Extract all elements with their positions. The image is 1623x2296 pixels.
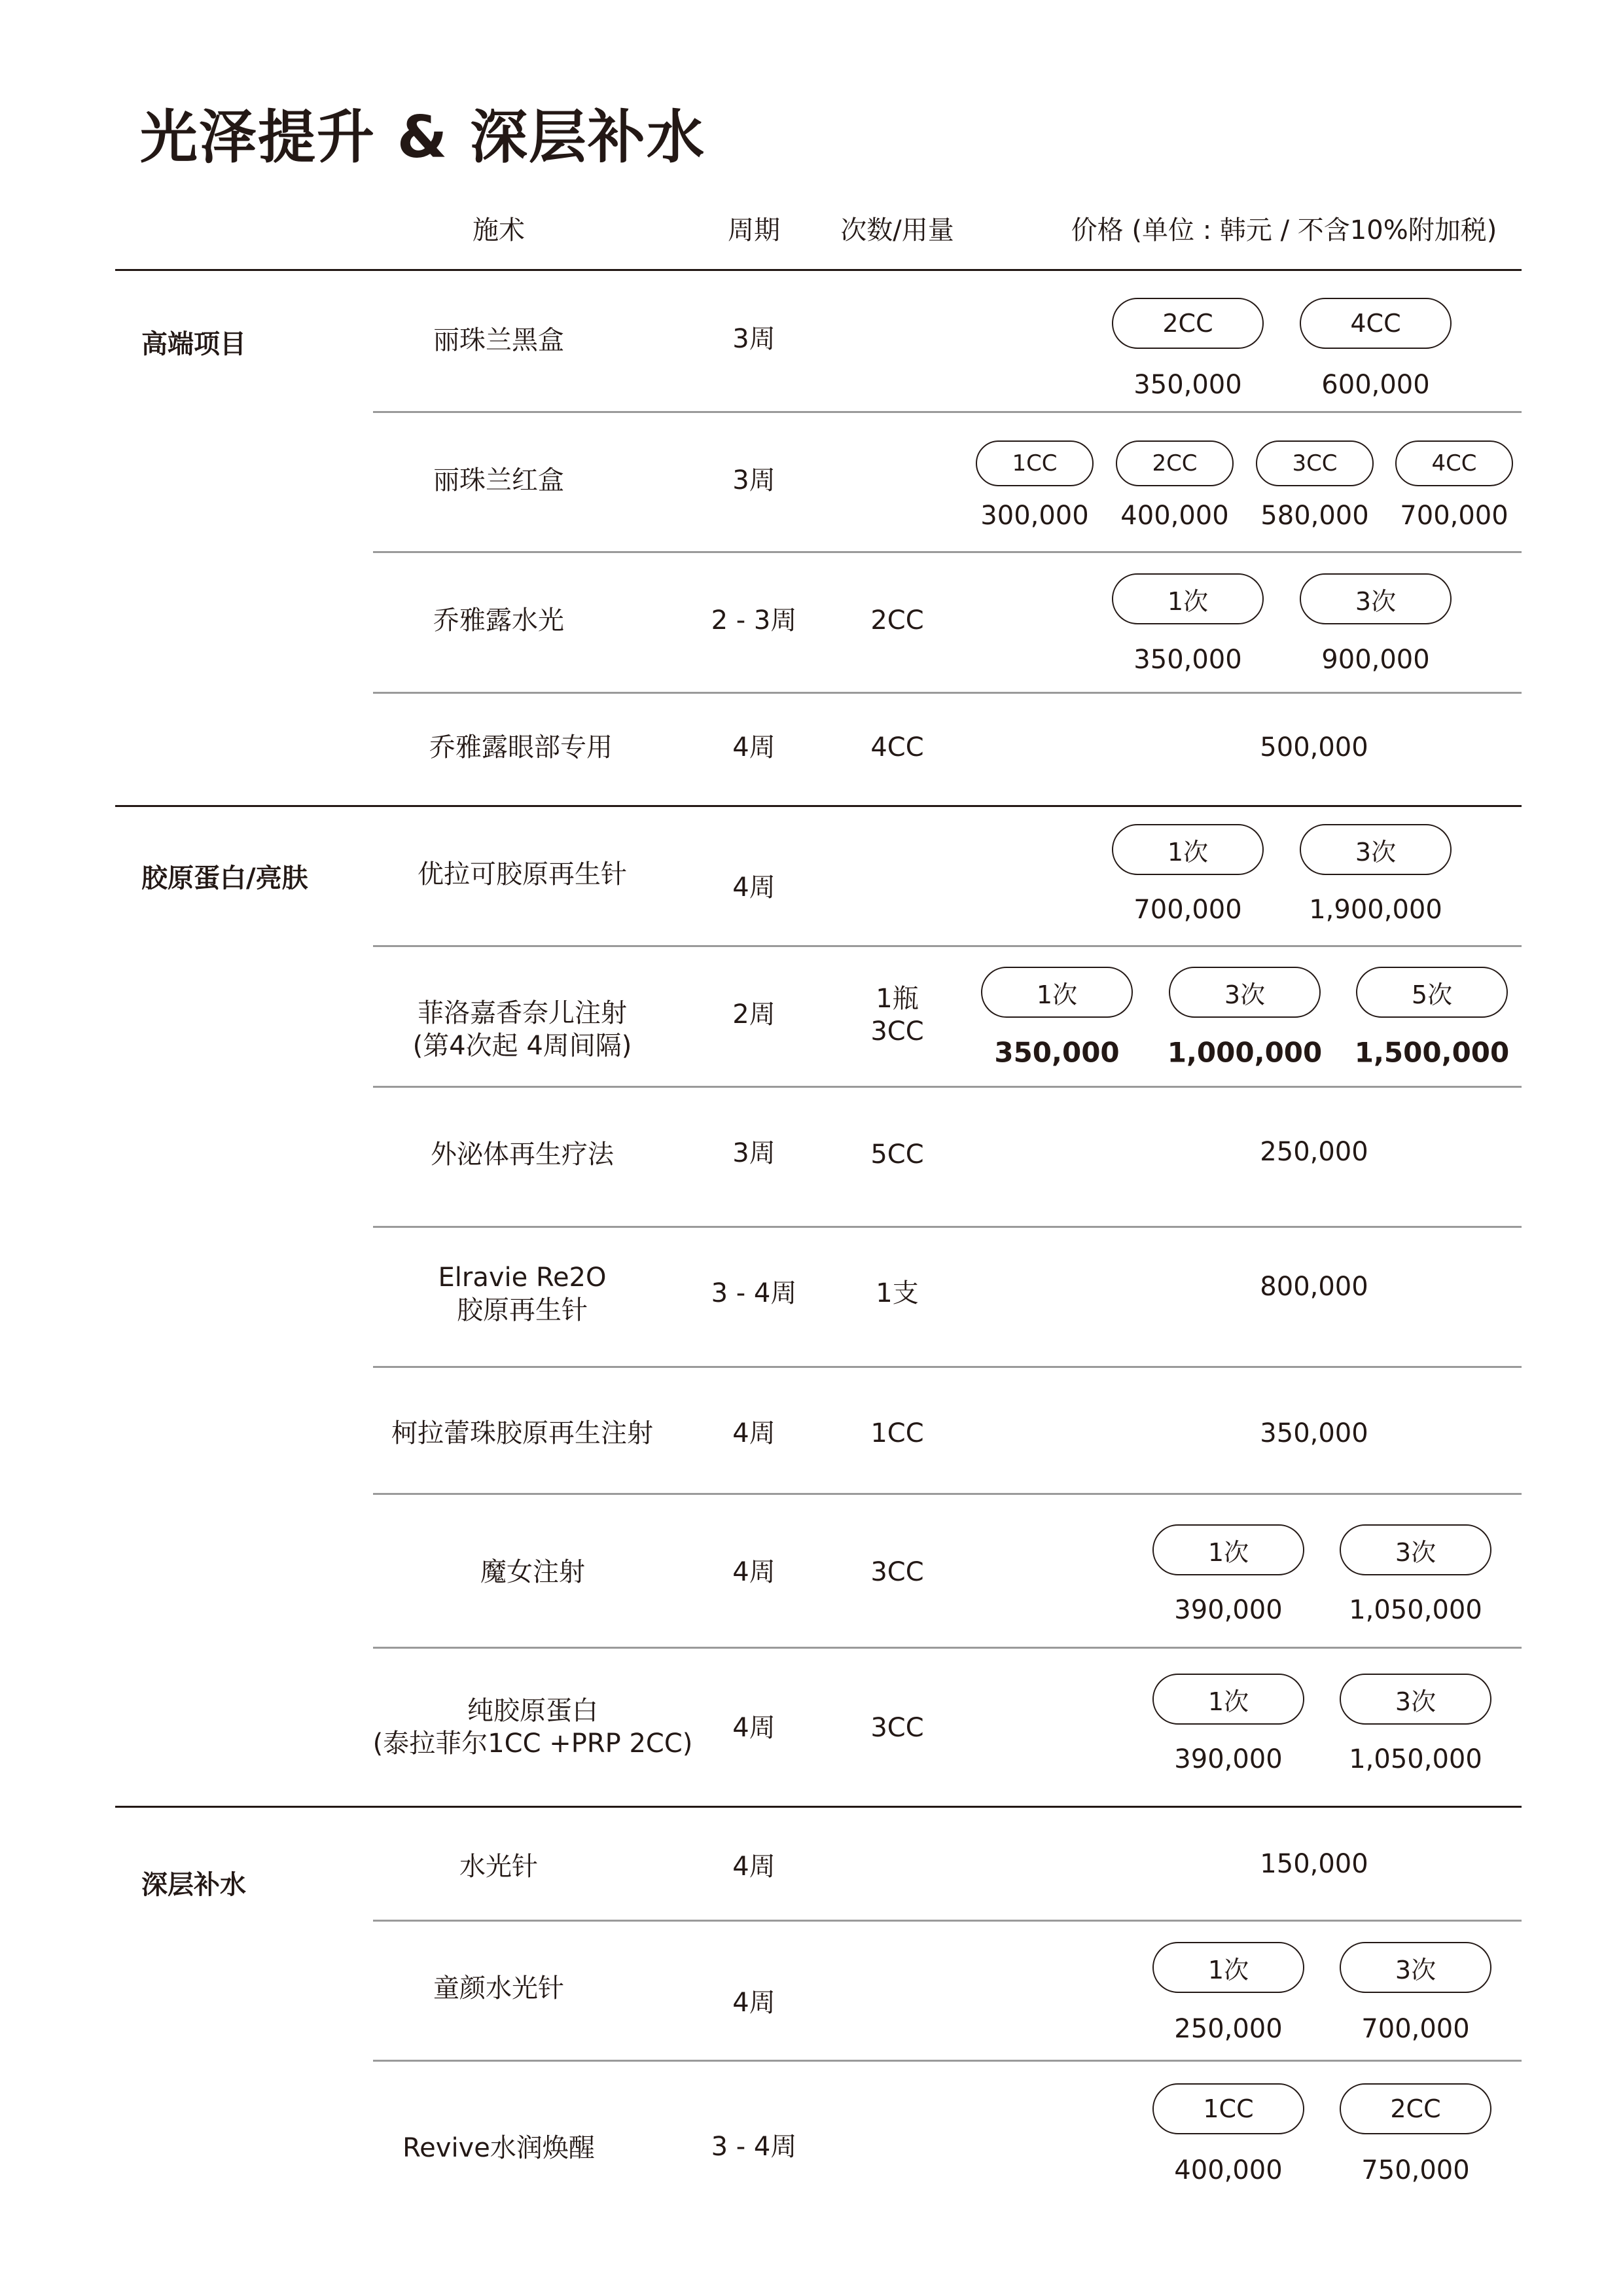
price: 580,000 bbox=[1260, 501, 1369, 531]
option-pill[interactable]: 2CC bbox=[1116, 440, 1234, 486]
option-pill[interactable]: 1CC bbox=[1152, 2083, 1304, 2134]
row-divider bbox=[373, 1226, 1522, 1228]
price: 350,000 bbox=[1260, 1418, 1368, 1448]
price: 390,000 bbox=[1174, 1744, 1283, 1774]
price: 1,050,000 bbox=[1349, 1595, 1482, 1625]
option-pill[interactable]: 2CC bbox=[1340, 2083, 1491, 2134]
count: 1瓶 bbox=[876, 984, 919, 1014]
option-pill[interactable]: 5次 bbox=[1356, 967, 1508, 1018]
price: 800,000 bbox=[1260, 1272, 1368, 1302]
header-treatment: 施术 bbox=[473, 215, 525, 245]
treatment-name: 优拉可胶原再生针 bbox=[418, 859, 627, 889]
treatment-name: 菲洛嘉香奈儿注射 bbox=[418, 998, 627, 1028]
price: 350,000 bbox=[1133, 370, 1242, 400]
count-volume: 3CC bbox=[870, 1016, 924, 1047]
section-divider bbox=[115, 1806, 1522, 1808]
row-divider bbox=[373, 2060, 1522, 2062]
cycle: 4周 bbox=[732, 1557, 776, 1587]
count: 1CC bbox=[870, 1418, 924, 1448]
cycle: 4周 bbox=[732, 1852, 776, 1882]
cycle: 2 - 3周 bbox=[711, 605, 797, 636]
treatment-name: 纯胶原蛋白 bbox=[467, 1696, 598, 1726]
price: 1,050,000 bbox=[1349, 1744, 1482, 1774]
price: 350,000 bbox=[1133, 645, 1242, 675]
header-count: 次数/用量 bbox=[840, 215, 954, 245]
price: 350,000 bbox=[994, 1036, 1120, 1069]
treatment-name: 丽珠兰红盒 bbox=[433, 465, 564, 495]
price: 700,000 bbox=[1400, 501, 1508, 531]
option-pill[interactable]: 3次 bbox=[1340, 1524, 1491, 1575]
count: 3CC bbox=[870, 1557, 924, 1587]
treatment-name: 柯拉蕾珠胶原再生注射 bbox=[391, 1418, 653, 1448]
option-pill[interactable]: 1次 bbox=[1112, 824, 1264, 875]
treatment-name: 外泌体再生疗法 bbox=[431, 1139, 614, 1170]
option-pill[interactable]: 3次 bbox=[1300, 824, 1452, 875]
cycle: 4周 bbox=[732, 1713, 776, 1743]
option-pill[interactable]: 4CC bbox=[1300, 298, 1452, 349]
count: 1支 bbox=[876, 1278, 919, 1308]
row-divider bbox=[373, 1920, 1522, 1922]
option-pill[interactable]: 3次 bbox=[1340, 1674, 1491, 1725]
cycle: 3周 bbox=[732, 1138, 776, 1168]
header-cycle: 周期 bbox=[728, 215, 780, 245]
row-divider bbox=[373, 1366, 1522, 1368]
cycle: 4周 bbox=[732, 732, 776, 762]
price: 900,000 bbox=[1321, 645, 1430, 675]
row-divider bbox=[373, 1647, 1522, 1649]
cycle: 3 - 4周 bbox=[711, 2132, 797, 2162]
category-premium: 高端项目 bbox=[141, 329, 246, 359]
price: 1,500,000 bbox=[1354, 1036, 1510, 1069]
treatment-name: Revive水润焕醒 bbox=[402, 2133, 595, 2163]
price: 400,000 bbox=[1120, 501, 1229, 531]
price: 390,000 bbox=[1174, 1595, 1283, 1625]
cycle: 3周 bbox=[732, 324, 776, 354]
price: 750,000 bbox=[1361, 2155, 1470, 2185]
price: 300,000 bbox=[980, 501, 1089, 531]
option-pill[interactable]: 4CC bbox=[1395, 440, 1513, 486]
cycle: 3 - 4周 bbox=[711, 1278, 797, 1308]
treatment-note: (第4次起 4周间隔) bbox=[412, 1031, 632, 1061]
category-hydration: 深层补水 bbox=[141, 1870, 246, 1900]
price: 400,000 bbox=[1174, 2155, 1283, 2185]
price: 500,000 bbox=[1260, 732, 1368, 762]
price: 1,900,000 bbox=[1309, 895, 1442, 925]
treatment-subname: 胶原再生针 bbox=[457, 1295, 588, 1325]
cycle: 4周 bbox=[732, 872, 776, 903]
row-divider bbox=[373, 945, 1522, 947]
treatment-name: 乔雅露眼部专用 bbox=[429, 732, 613, 762]
option-pill[interactable]: 3次 bbox=[1300, 573, 1452, 624]
page-title: 光泽提升 & 深层补水 bbox=[140, 103, 706, 171]
price: 250,000 bbox=[1174, 2014, 1283, 2044]
option-pill[interactable]: 1次 bbox=[1152, 1524, 1304, 1575]
treatment-note: (泰拉菲尔1CC +PRP 2CC) bbox=[372, 1729, 693, 1759]
option-pill[interactable]: 1次 bbox=[1112, 573, 1264, 624]
cycle: 4周 bbox=[732, 1418, 776, 1448]
count: 5CC bbox=[870, 1139, 924, 1170]
treatment-name: 童颜水光针 bbox=[433, 1973, 564, 2003]
option-pill[interactable]: 1次 bbox=[1152, 1674, 1304, 1725]
cycle: 4周 bbox=[732, 1988, 776, 2018]
price: 700,000 bbox=[1361, 2014, 1470, 2044]
treatment-name: Elravie Re2O bbox=[438, 1263, 607, 1293]
treatment-name: 丽珠兰黑盒 bbox=[433, 325, 564, 355]
row-divider bbox=[373, 1493, 1522, 1495]
price: 250,000 bbox=[1260, 1137, 1368, 1167]
price: 150,000 bbox=[1260, 1849, 1368, 1879]
treatment-name: 魔女注射 bbox=[480, 1557, 585, 1587]
option-pill[interactable]: 3次 bbox=[1340, 1942, 1491, 1993]
cycle: 3周 bbox=[732, 465, 776, 495]
price: 1,000,000 bbox=[1167, 1036, 1323, 1069]
option-pill[interactable]: 1次 bbox=[1152, 1942, 1304, 1993]
row-divider bbox=[373, 551, 1522, 553]
count: 2CC bbox=[870, 605, 924, 636]
option-pill[interactable]: 3次 bbox=[1169, 967, 1321, 1018]
category-collagen: 胶原蛋白/亮肤 bbox=[141, 863, 308, 893]
treatment-name: 乔雅露水光 bbox=[433, 605, 564, 636]
treatment-name: 水光针 bbox=[459, 1852, 538, 1882]
option-pill[interactable]: 1次 bbox=[981, 967, 1133, 1018]
option-pill[interactable]: 3CC bbox=[1256, 440, 1374, 486]
cycle: 2周 bbox=[732, 999, 776, 1030]
price: 700,000 bbox=[1133, 895, 1242, 925]
row-divider bbox=[373, 411, 1522, 413]
header-price: 价格 (单位 : 韩元 / 不含10%附加税) bbox=[1071, 215, 1497, 245]
option-pill[interactable]: 1CC bbox=[976, 440, 1094, 486]
option-pill[interactable]: 2CC bbox=[1112, 298, 1264, 349]
count: 3CC bbox=[870, 1713, 924, 1743]
count: 4CC bbox=[870, 732, 924, 762]
price: 600,000 bbox=[1321, 370, 1430, 400]
section-divider bbox=[115, 805, 1522, 807]
header-divider bbox=[115, 269, 1522, 271]
row-divider bbox=[373, 692, 1522, 694]
row-divider bbox=[373, 1086, 1522, 1088]
